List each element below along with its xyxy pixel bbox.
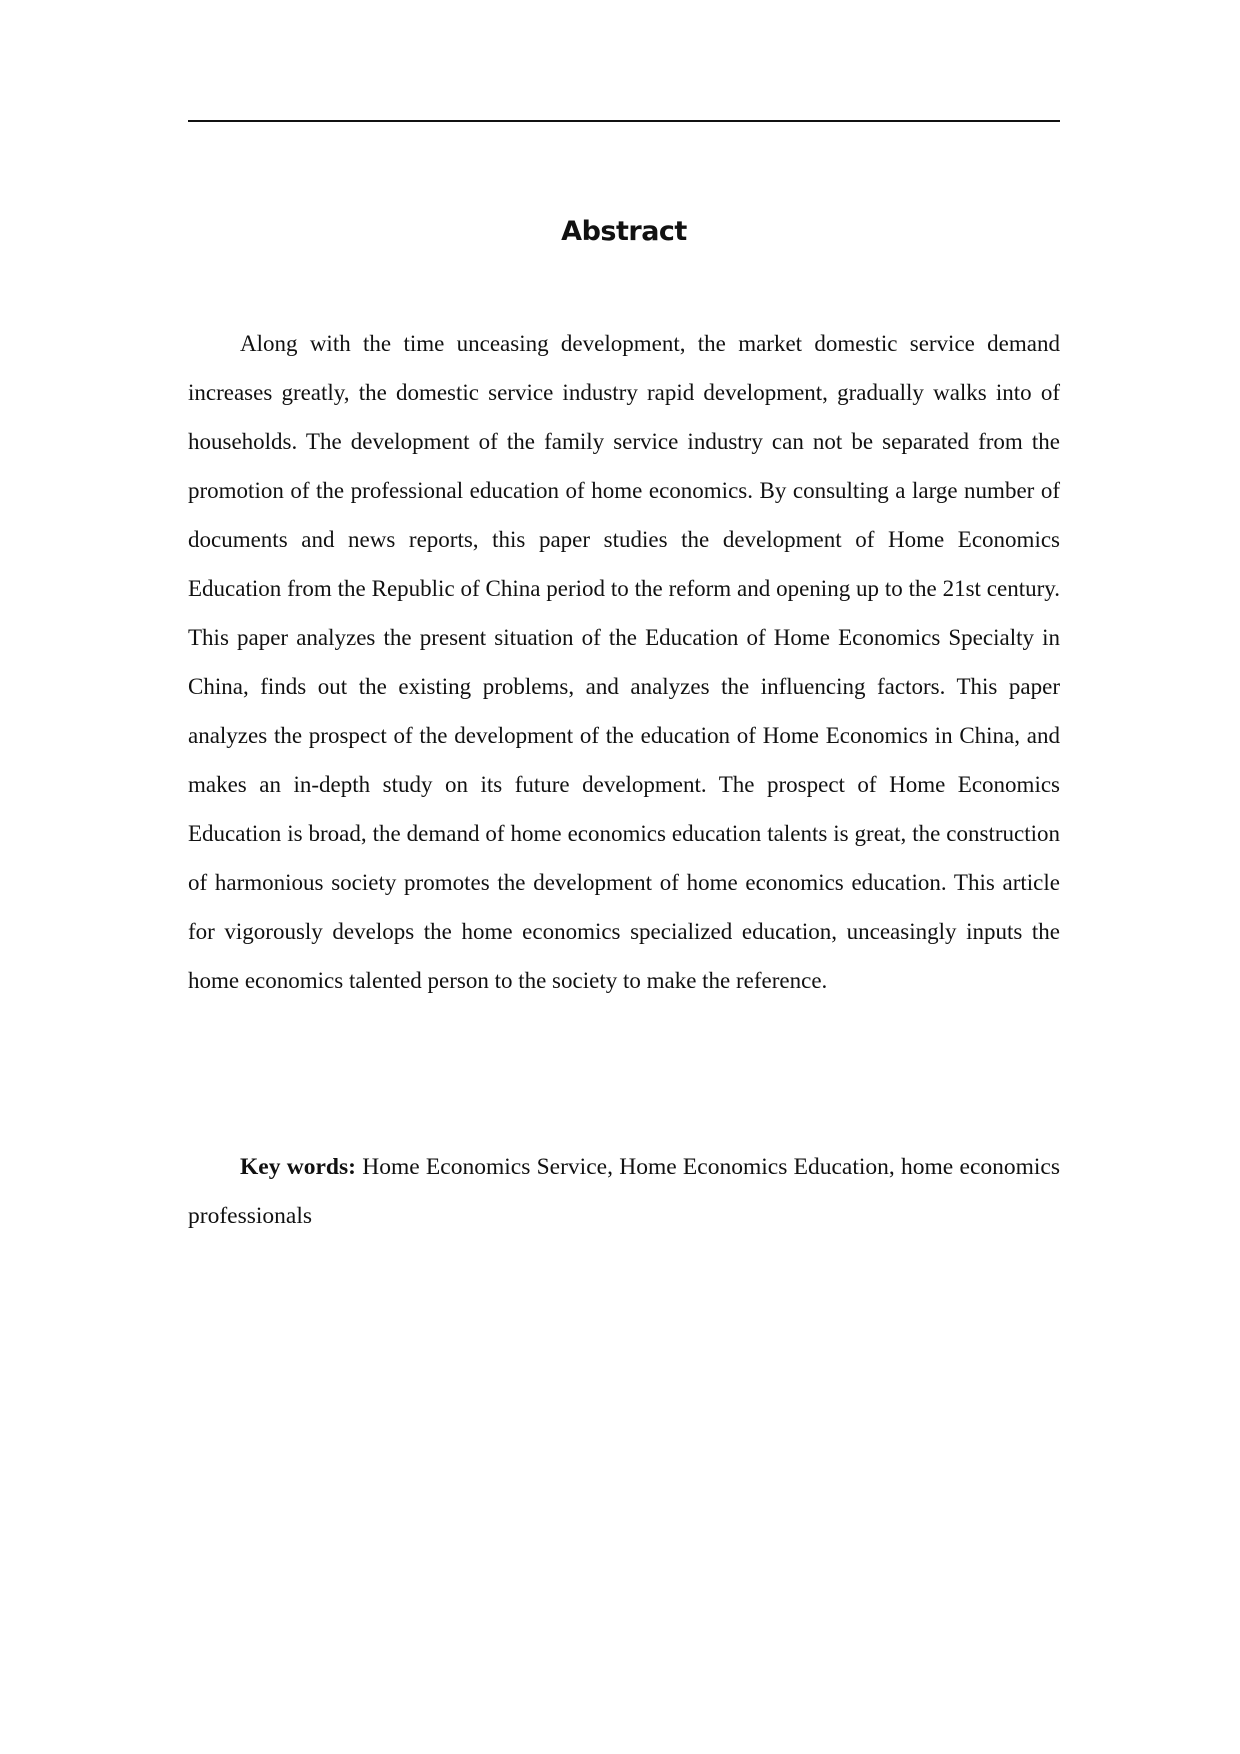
keywords-paragraph: [188, 1143, 1060, 1241]
keywords-label: Key words:: [240, 1154, 356, 1180]
abstract-title: Abstract: [561, 216, 687, 247]
abstract-paragraph: Along with the time unceasing development, the market domestic service demand increases greatly, the domestic service industry rapid development, gradually walks into of households. The development of the family service industry can not be separated from the promotion of the professional education of home economics. By consulting a large number of documents and news reports, this paper studies the development of Home Economics Education from the Republic of China period to the reform and opening up to the 21st century. This paper analyzes the present situation of the Education of Home Economics Specialty in China, finds out the existing problems, and analyzes the influencing factors. This paper analyzes the prospect of the development of the education of Home Economics in China, and makes an in-depth study on its future development. The prospect of Home Economics Education is broad, the demand of home economics education talents is great, the construction of harmonious society promotes the development of home economics education. This article for vigorously develops the home economics specialized education, unceasingly inputs the home economics talented person to the society to make the reference.: [188, 331, 1060, 993]
header-rule: [188, 120, 1060, 122]
keywords-list: Home Economics Service, Home Economics Education, home economics professionals: [188, 1154, 1061, 1229]
